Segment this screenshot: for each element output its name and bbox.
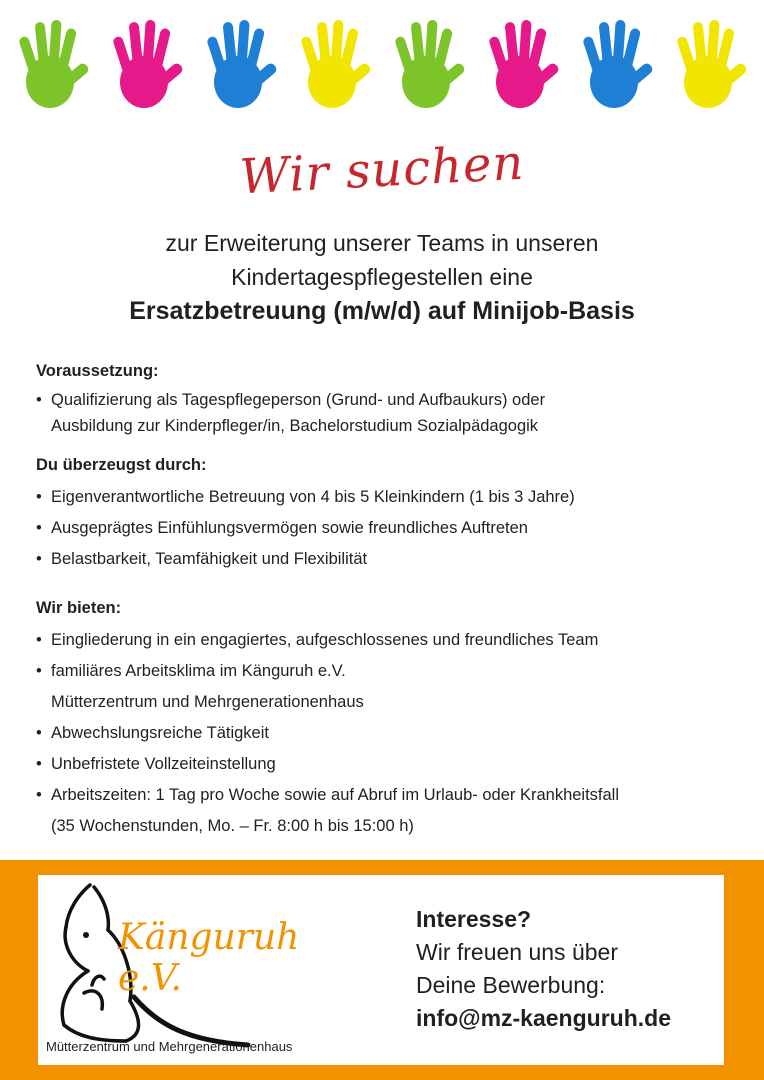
logo-name: Känguruh e.V. xyxy=(118,917,300,999)
list-item: • Arbeitszeiten: 1 Tag pro Woche sowie auf Abruf im Urlaub- oder Krankheitsfall xyxy=(36,780,736,811)
list-item: • Unbefristete Vollzeiteinstellung xyxy=(36,749,736,780)
contact-block xyxy=(416,903,716,1035)
list-item: • Qualifizierung als Tagespflegeperson (Grund- und Aufbaukurs) oder xyxy=(36,388,736,412)
hand-print-icon xyxy=(386,14,468,114)
qualities-section xyxy=(36,454,736,575)
list-item-continuation: Mütterzentrum und Mehrgenerationenhaus xyxy=(51,693,364,711)
intro-line-2: Kindertagespflegestellen eine xyxy=(231,264,533,290)
list-item-continuation: Ausbildung zur Kinderpfleger/in, Bachelorstudium Sozialpädagogik xyxy=(51,417,539,435)
logo-subtitle: Mütterzentrum und Mehrgenerationenhaus xyxy=(46,1039,293,1054)
section-title: Voraussetzung: xyxy=(36,362,159,380)
list-item: • Eingliederung in ein engagiertes, aufgeschlossenes und freundliches Team xyxy=(36,625,736,656)
hand-print-icon xyxy=(292,14,374,114)
list-item: • familiäres Arbeitsklima im Känguruh e.V. xyxy=(36,656,736,687)
contact-line-2: Deine Bewerbung: xyxy=(416,972,606,998)
hand-prints-banner xyxy=(0,0,764,130)
hand-print-icon xyxy=(480,14,562,114)
list-item: • Eigenverantwortliche Betreuung von 4 bis 5 Kleinkindern (1 bis 3 Jahre) xyxy=(36,482,736,513)
position-title: Ersatzbetreuung (m/w/d) auf Minijob-Basis xyxy=(129,297,635,325)
section-title: Wir bieten: xyxy=(36,599,122,617)
hand-print-icon xyxy=(10,14,92,114)
hand-print-icon xyxy=(668,14,750,114)
organization-logo xyxy=(38,875,368,1065)
offer-section xyxy=(36,597,736,842)
section-title: Du überzeugst durch: xyxy=(36,456,207,474)
hand-print-icon xyxy=(104,14,186,114)
email-link[interactable]: info@mz-kaenguruh.de xyxy=(416,1005,671,1031)
list-item: • Abwechslungsreiche Tätigkeit xyxy=(36,718,736,749)
list-item: • Belastbarkeit, Teamfähigkeit und Flexibilität xyxy=(36,544,736,575)
hand-print-icon xyxy=(574,14,656,114)
list-item-continuation: (35 Wochenstunden, Mo. – Fr. 8:00 h bis 15:00 h) xyxy=(51,817,414,835)
intro-line-1: zur Erweiterung unserer Teams in unseren xyxy=(165,230,599,256)
job-details xyxy=(36,360,736,852)
contact-line-1: Wir freuen uns über xyxy=(416,939,618,965)
footer-card xyxy=(38,875,724,1065)
hand-print-icon xyxy=(198,14,280,114)
headline: Wir suchen xyxy=(238,134,526,206)
intro xyxy=(0,226,764,328)
list-item: • Ausgeprägtes Einfühlungsvermögen sowie freundliches Auftreten xyxy=(36,513,736,544)
interest-heading: Interesse? xyxy=(416,906,532,932)
requirements-section xyxy=(36,360,736,440)
footer xyxy=(0,860,764,1080)
